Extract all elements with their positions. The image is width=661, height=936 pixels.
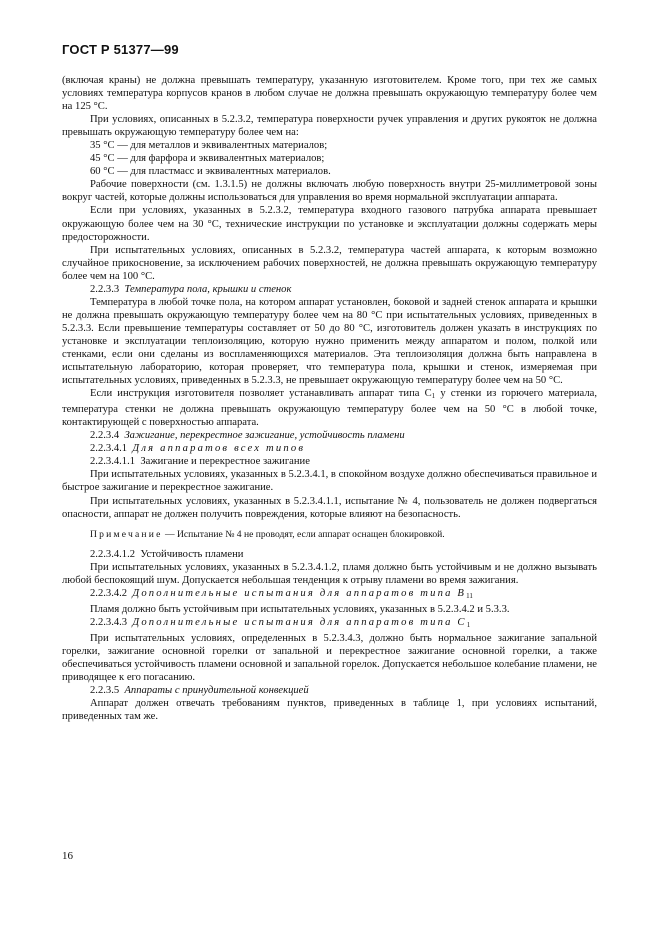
paragraph: Пламя должно быть устойчивым при испытательных условиях, указанных в 5.2.3.4.2 и 5.3.3. — [90, 603, 510, 615]
section-number: 2.2.3.4.1 — [90, 443, 128, 455]
paragraph: Если при условиях, указанных в 5.2.3.2, температура входного газового патрубка аппарата превышает окружающую более чем на 30 °С, технические инструкции по установке и эксплуатации должны содержать меры предосторожности. — [62, 205, 597, 243]
page-body — [62, 74, 597, 723]
section-title: Зажигание и перекрестное зажигание — [140, 456, 310, 468]
section-title: Устойчивость пламени — [140, 548, 244, 560]
section-number: 2.2.3.4.2 — [90, 587, 128, 599]
document-header: ГОСТ Р 51377—99 — [62, 42, 179, 57]
section-title: Для аппаратов всех типов — [132, 443, 306, 455]
section-heading — [62, 283, 597, 296]
paragraph: При испытательных условиях, описанных в 5.2.3.2, температура частей аппарата, к которым возможно случайное прикосновение, за исключением рабочих поверхностей, не должна превышать окружающую температуру более чем на 100 °С. — [62, 244, 597, 282]
section-heading — [62, 684, 597, 697]
paragraph: Рабочие поверхности (см. 1.3.1.5) не должны включать любую поверхность внутри 25-миллиметровой зоны вокруг частей, которые должны использоваться для управления во время нормальной эксплуатации аппарата. — [62, 179, 597, 204]
section-number: 2.2.3.4 — [90, 430, 120, 442]
list-item: 60 °С — для пластмасс и эквивалентных материалов. — [90, 166, 331, 178]
section-title: Температура пола, крышки и стенок — [124, 283, 292, 295]
section-title: Аппараты с принудительной конвекцией — [124, 685, 309, 697]
paragraph: При условиях, описанных в 5.2.3.2, температура поверхности ручек управления и других рукояток не должна превышать окружающую температуру более чем на: — [62, 114, 597, 139]
section-heading — [62, 455, 597, 468]
list-item: 35 °С — для металлов и эквивалентных материалов; — [90, 140, 328, 152]
section-heading: 2.2.3.4.3 Дополнительные испытания для аппаратов типа $С_1$ — [90, 616, 471, 629]
paragraph: Аппарат должен отвечать требованиям пунктов, приведенных в таблице 1, при условиях испытаний, приведенных там же. — [62, 698, 597, 723]
paragraph: При испытательных условиях, указанных в 5.2.3.4.1, в спокойном воздухе должно обеспечиваться правильное и быстрое зажигание и перекрестное зажигание. — [62, 469, 597, 494]
section-title: Дополнительные испытания для аппаратов типа С — [132, 616, 467, 628]
section-number: 2.2.3.4.3 — [90, 616, 128, 628]
section-heading — [62, 429, 597, 442]
paragraph: При испытательных условиях, указанных в 5.2.3.4.1.1, испытание № 4, пользователь не должен подвергаться опасности, аппарат не должен получить повреждения, которые влияют на безопасность. — [62, 495, 597, 520]
paragraph: Температура в любой точке пола, на котором аппарат установлен, боковой и задней стенок аппарата и крышки не должна превышать окружающую температуру более чем на 80 °С при испытательных условиях, приведенных в 5.2.3.3. Если превышение температуры составляет от 50 до 80 °С, изготовитель должен указать в инструкциях по установке и эксплуатации теплоизоляцию, которую нужно применить между аппаратом и полом, полкой или стенками, если они сделаны из воспламеняющихся материалов. Эта теплоизоляция должна быть направлена в испытательную лабораторию, которая проверяет, что температура пола, крышки и стенок, измеряемая при испытательных условиях, приведенных в 5.2.3.3, не превышает окружающую температуру более чем на 50 °С. — [62, 296, 597, 387]
paragraph: При испытательных условиях, определенных в 5.2.3.4.3, должно быть нормальное зажигание запальной горелки, зажигание основной горелки от запальной и перекрестное зажигание основной горелки, а также обеспечиваться устойчивость пламени основной и запальной горелок. Допускается небольшое колебание пламени, не приводящее к его погасанию. — [62, 632, 597, 684]
page-number: 16 — [62, 850, 73, 862]
section-heading — [62, 442, 597, 455]
paragraph: Если инструкция изготовителя позволяет устанавливать аппарат типа $С_1$ у стенки из горючего материала, температура стенки не должна превышать окружающую температуру более чем на 50 °С в любой точке, контактирующей с поверхностью аппарата. — [62, 388, 597, 429]
paragraph: (включая краны) не должна превышать температуру, указанную изготовителем. Кроме того, при тех же самых условиях температура корпусов кранов в любом случае не должна превышать окружающую температуру более чем на 125 °С. — [62, 75, 597, 113]
section-number: 2.2.3.3 — [90, 283, 120, 295]
note-label: Примечание — [90, 528, 163, 540]
section-heading — [62, 548, 597, 561]
note-text: — Испытание № 4 не проводят, если аппарат оснащен блокировкой. — [162, 528, 445, 540]
section-number: 2.2.3.4.1.2 — [90, 548, 136, 560]
list-item: 45 °С — для фарфора и эквивалентных материалов; — [90, 153, 325, 165]
section-heading: 2.2.3.4.2 Дополнительные испытания для аппаратов типа $В_{11}$ — [90, 587, 473, 600]
section-number: 2.2.3.4.1.1 — [90, 456, 136, 468]
section-title: Зажигание, перекрестное зажигание, устойчивость пламени — [124, 430, 405, 442]
section-title: Дополнительные испытания для аппаратов типа В — [132, 587, 467, 599]
note — [62, 528, 597, 541]
section-number: 2.2.3.5 — [90, 685, 120, 697]
paragraph: При испытательных условиях, указанных в 5.2.3.4.1.2, пламя должно быть устойчивым и не должно вызывать любой беспокоящий шум. Допускается небольшая тенденция к отрыву пламени во время зажигания. — [62, 561, 597, 586]
